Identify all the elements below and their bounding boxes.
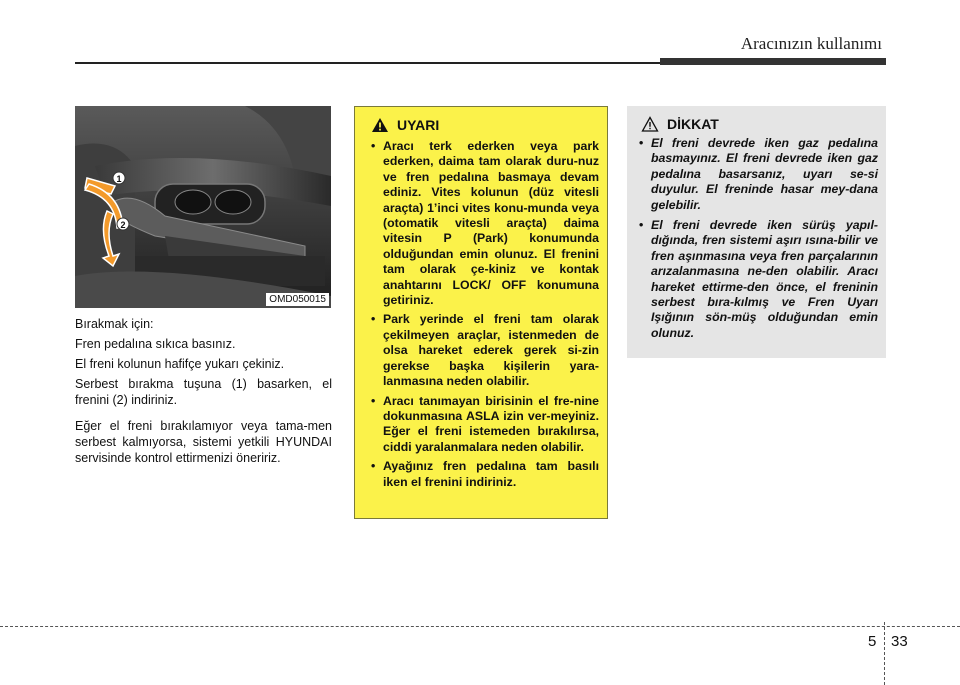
warning-item: • Ayağınız fren pedalına tam basılı iken el frenini indiriniz. (365, 459, 599, 490)
header-rule (75, 62, 665, 64)
instruction-step-3: Serbest bırakma tuşuna (1) basarken, el frenini (2) indiriniz. (75, 377, 332, 407)
warning-item: • Aracı terk ederken veya park ederken, daima tam olarak duru-nuz ve fren pedalına basmaya devam ediniz. Vites kolunun (düz vitesli araçta) 1’inci vites konu-munda veya (otomatik vitesli araçta) daima vitesin P (Park) konumunda olduğundan emin olunuz. El frenini tam olarak çe-kiniz ve kontak anahtarını LOCK/ OFF konumuna getiriniz. (365, 139, 599, 308)
warning-item: • Aracı tanımayan birisinin el fre-nine dokunmasına ASLA izin ver-meyiniz. Eğer el freni istemeden bırakılırsa, ciddi yaralanmalara neden olabilir. (365, 394, 599, 456)
instruction-heading: Bırakmak için: (75, 317, 154, 331)
page-number: 33 (891, 633, 908, 650)
parking-brake-illustration (75, 106, 331, 308)
instruction-step-1: Fren pedalına sıkıca basınız. (75, 337, 236, 351)
caution-header (635, 116, 878, 132)
warning-triangle-icon (371, 117, 389, 133)
photo-code: OMD050015 (266, 293, 329, 306)
callout-1: 1 (116, 174, 122, 184)
caution-item: • El freni devrede iken sürüş yapıl-dığında, fren sistemi aşırı ısına-bilir ve fren aşınmasına veya fren parçalarının arızalanmasına ne-den olabilir. Aracı hareket ettirme-den önce, el freninin serbest bıra-kılmış ve Fren Uyarı Işığının sön-müş olduğundan emin olunuz. (635, 218, 878, 341)
chapter-number: 5 (868, 633, 877, 650)
footer-page-divider (884, 622, 885, 685)
warning-item: • Park yerinde el freni tam olarak çekilmeyen araçlar, istenmeden de olsa hareket ederek gerek si-zin gerekse başka kişilerin yara-lanmasına neden olabilir. (365, 312, 599, 389)
footer-divider (0, 626, 960, 627)
release-instructions (75, 316, 332, 470)
warning-list (365, 139, 599, 490)
warning-header (365, 117, 599, 133)
caution-list (635, 136, 878, 341)
caution-box (627, 106, 886, 358)
callout-2: 2 (120, 220, 126, 230)
header-title: Aracınızın kullanımı (740, 34, 882, 53)
instruction-note: Eğer el freni bırakılamıyor veya tama-men serbest kalmıyorsa, sistemi yetkili HYUNDAI servisinde kontrol ettirmenizi öneririz. (75, 419, 332, 465)
instruction-step-2: El freni kolunun hafifçe yukarı çekiniz. (75, 357, 285, 371)
parking-brake-photo (75, 106, 331, 308)
caution-title: DİKKAT (667, 116, 719, 132)
warning-box (354, 106, 608, 519)
caution-triangle-icon (641, 116, 659, 132)
caution-item: • El freni devrede iken gaz pedalına basmayınız. El freni devrede iken gaz pedalına basarsanız, uyarı se-si duyulur. El freninde hasar mey-dana gelebilir. (635, 136, 878, 213)
header-rule-bar (660, 58, 886, 65)
warning-title: UYARI (397, 117, 440, 133)
